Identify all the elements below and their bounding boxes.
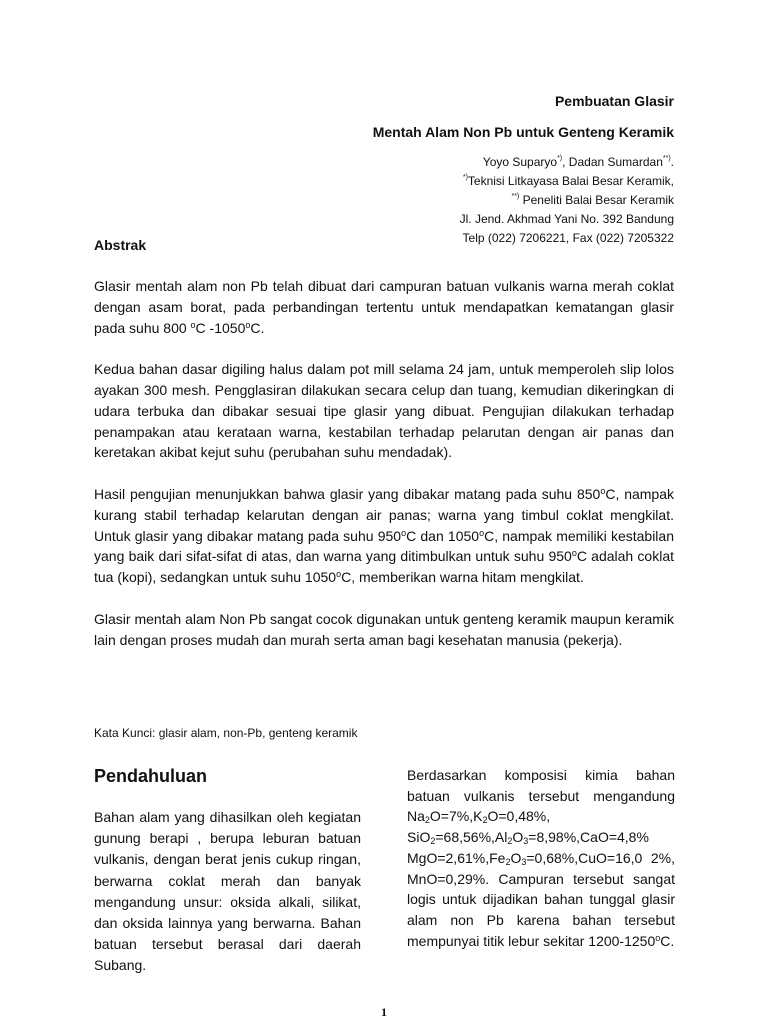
- author-block: [344, 153, 674, 248]
- intro-left-column: [94, 763, 361, 977]
- abstract-paragraph-2: Kedua bahan dasar digiling halus dalam pot mill selama 24 jam, untuk memperoleh slip lolos ayakan 300 mesh. Pengglasiran dilakukan secara celup dan tuang, kemudian dikeringkan di udara terbuka dan dibakar sesuai tipe glasir yang dibuat. Pengujian dilakukan terhadap penampakan atau kerataan warna, kestabilan terhadap pelarutan dengan air panas dan keretakan akibat kejut suhu (perubahan suhu mendadak).: [94, 361, 674, 461]
- abstract-paragraph-4: Glasir mentah alam Non Pb sangat cocok digunakan untuk genteng keramik maupun keramik lain dengan proses mudah dan murah serta aman bagi kesehatan manusia (pekerja).: [94, 610, 674, 648]
- abstract-heading: Abstrak: [94, 237, 147, 253]
- abstract-body: [94, 276, 674, 671]
- contact-info: Telp (022) 7206221, Fax (022) 7205322: [462, 231, 674, 245]
- intro-paragraph-right: Berdasarkan komposisi kimia bahan batuan vulkanis tersebut mengandung $Na_2O=7\%,K_2O=0,48\%$, $SiO_2=68,56\%,Al_2O_3=8,98\%,CaO=4,8\%$ $MgO=2,61\%,Fe_2O_3=0,68\%,CuO=16,0$ 2%, MnO=0,29%. Campuran tersebut sangat logis untuk dijadikan bahan tunggal glasir alam non Pb karena bahan tersebut mempunyai titik lebur sekitar 1200-1250$^o$C.: [407, 767, 675, 949]
- abstract-paragraph-1: Glasir mentah alam non Pb telah dibuat dari campuran batuan vulkanis warna merah coklat dengan asam borat, pada perbandingan tertentu untuk mendapatkan kematangan glasir pada suhu 800 $^o$C -1050$^o$C.: [94, 278, 674, 336]
- title-line-1: Pembuatan Glasir: [554, 93, 674, 109]
- page-number: 1: [381, 1005, 387, 1019]
- affiliation-1: *)Teknisi Litkayasa Balai Besar Keramik,: [462, 174, 674, 188]
- author-names: Yoyo Suparyo*), Dadan Sumardan**).: [482, 155, 674, 169]
- address: Jl. Jend. Akhmad Yani No. 392 Bandung: [459, 212, 674, 226]
- title-line-2: Mentah Alam Non Pb untuk Genteng Keramik: [372, 124, 674, 140]
- intro-right-column: [407, 765, 675, 951]
- section-heading-pendahuluan: Pendahuluan: [94, 766, 208, 786]
- affiliation-2: **) Peneliti Balai Besar Keramik: [511, 193, 674, 207]
- abstract-paragraph-3: Hasil pengujian menunjukkan bahwa glasir yang dibakar matang pada suhu 850$^o$C, nampak kurang stabil terhadap kelarutan dengan air panas; warna yang timbul coklat mengkilat. Untuk glasir yang dibakar matang pada suhu 950$^o$C dan 1050$^o$C, nampak memiliki kestabilan yang baik dari sifat-sifat di atas, dan warna yang ditimbulkan untuk suhu 950$^o$C adalah coklat tua (kopi), sedangkan untuk suhu 1050$^o$C, memberikan warna hitam mengkilat.: [94, 485, 674, 586]
- intro-paragraph-left: Bahan alam yang dihasilkan oleh kegiatan gunung berapi , berupa leburan batuan vulkanis, dengan berat jenis cukup ringan, berwarna coklat merah dan banyak mengandung unsur: oksida alkali, silikat, dan oksida lainnya yang berwarna. Bahan batuan tersebut berasal dari daerah Subang.: [94, 809, 361, 974]
- keywords: Kata Kunci: glasir alam, non-Pb, genteng keramik: [94, 726, 358, 740]
